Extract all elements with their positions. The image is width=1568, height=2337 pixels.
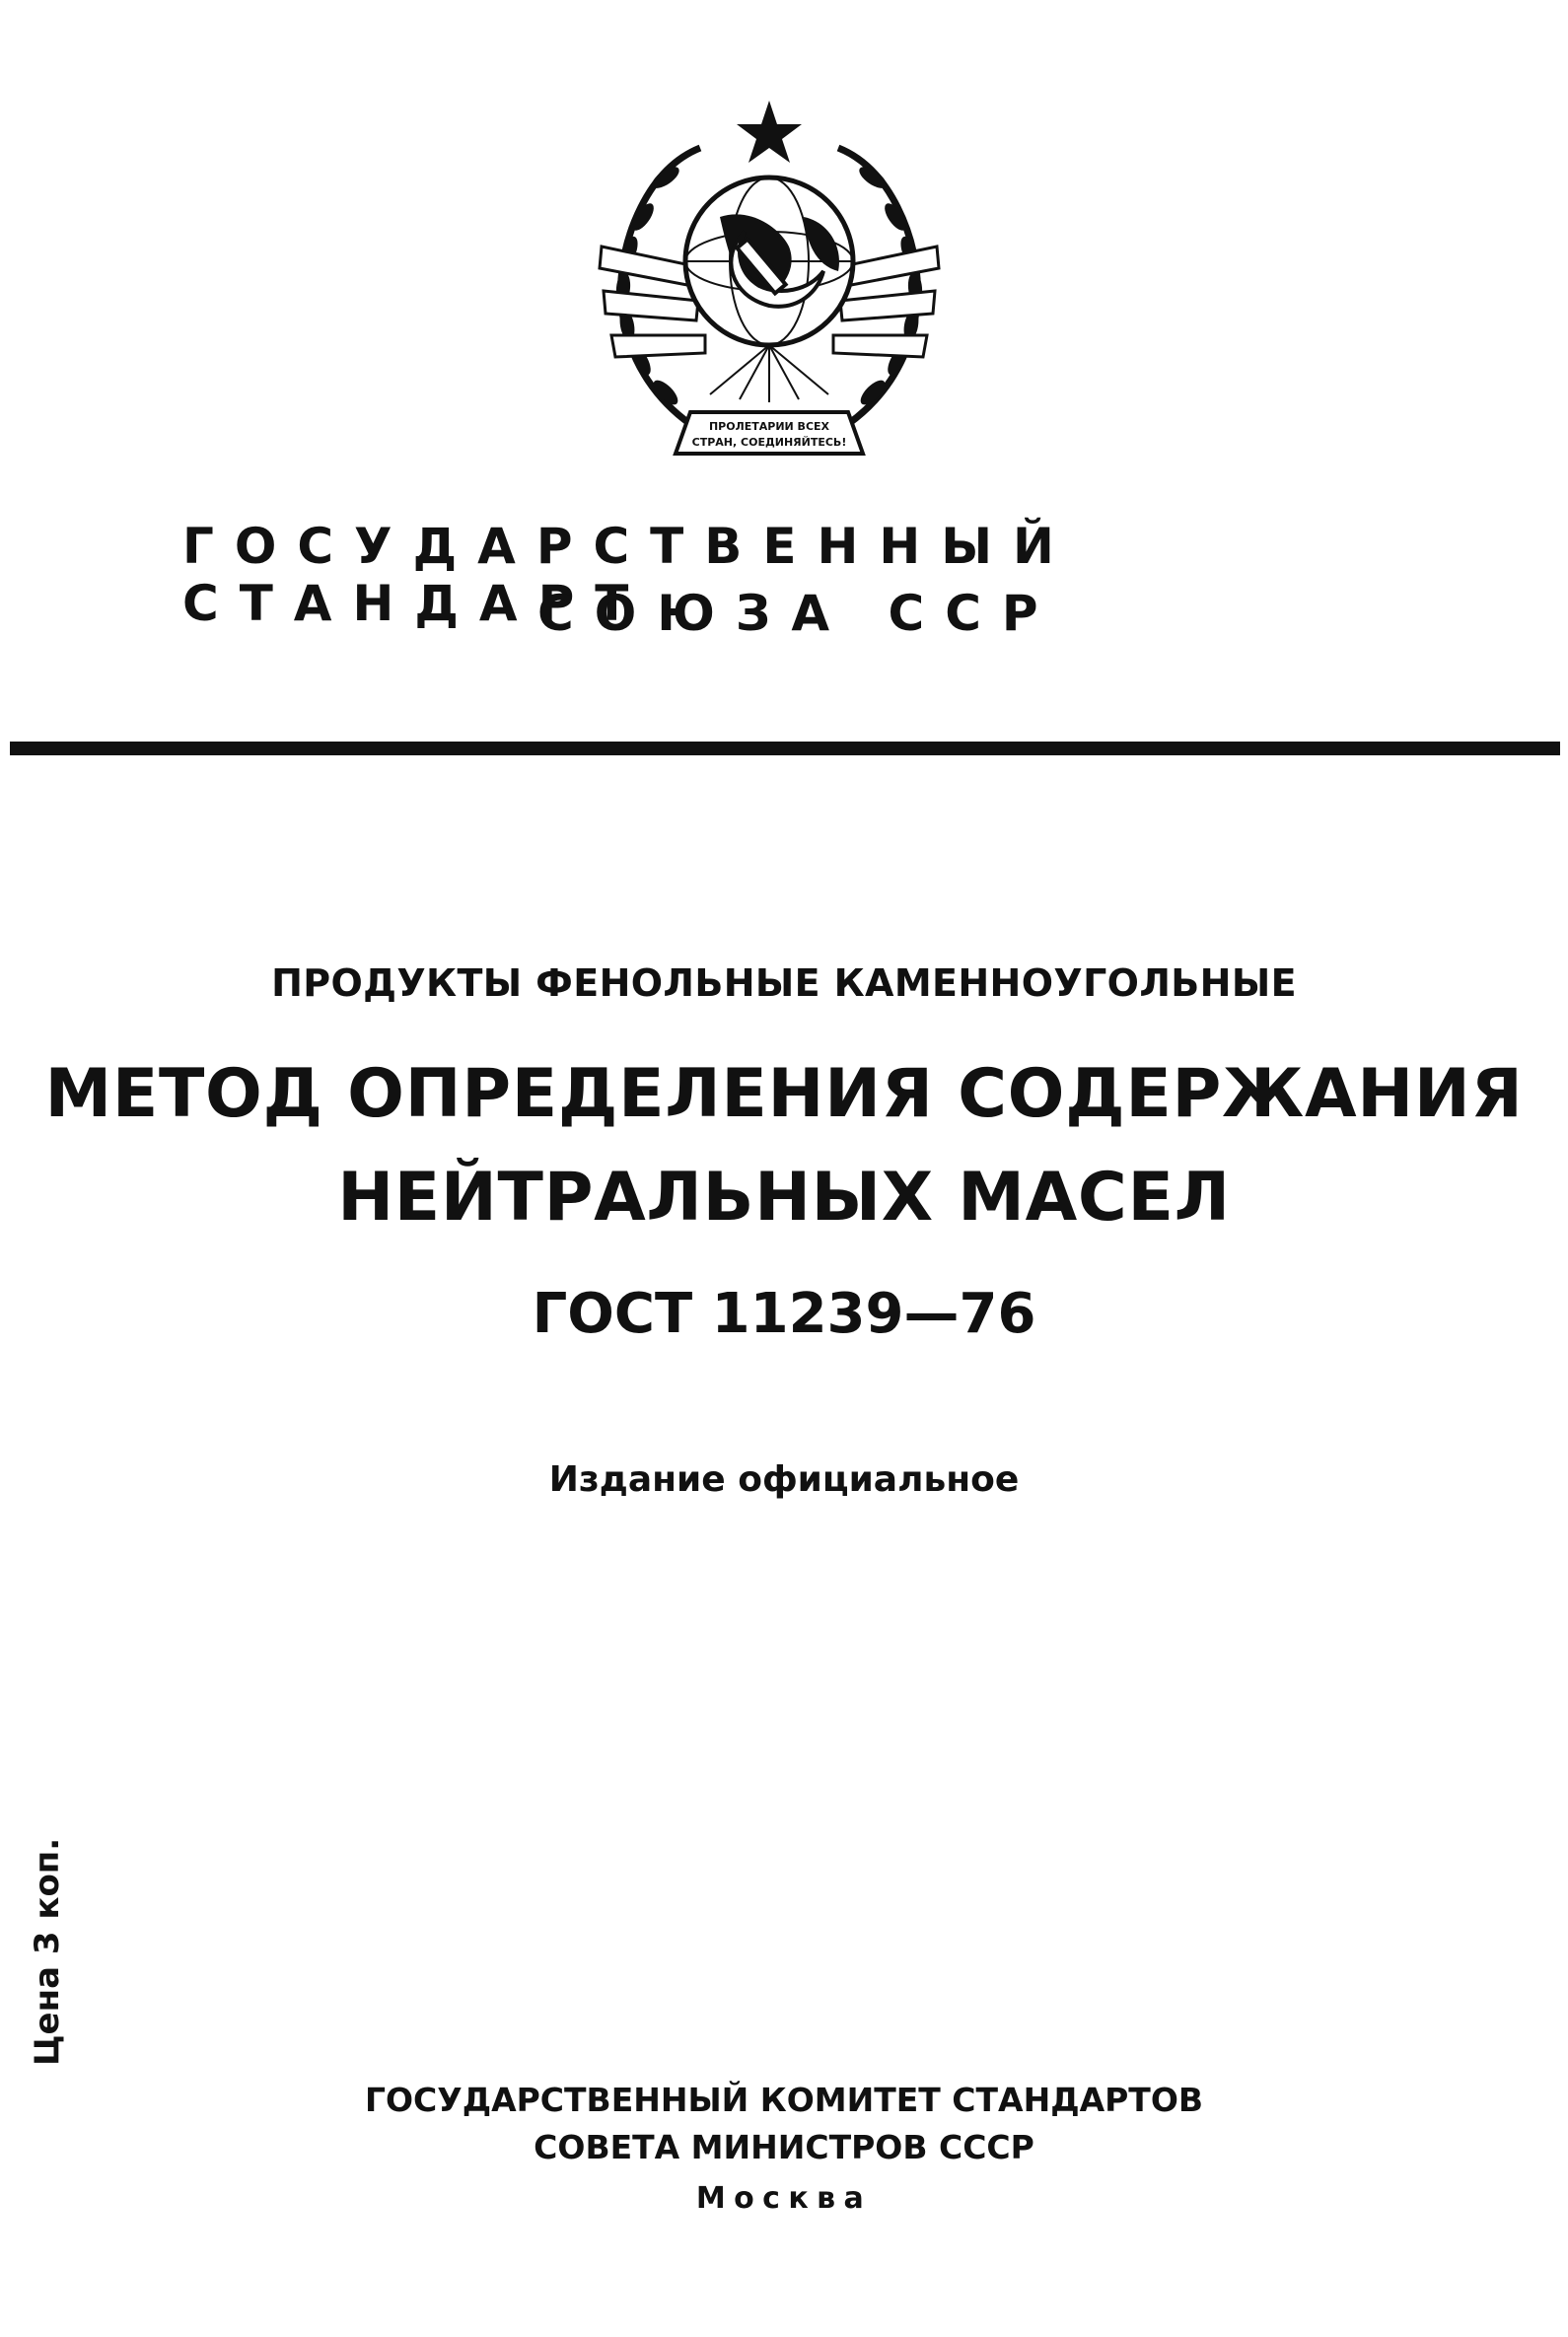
document-title-line1: МЕТОД ОПРЕДЕЛЕНИЯ СОДЕРЖАНИЯ bbox=[44, 1055, 1524, 1133]
publisher-line1: ГОСУДАРСТВЕННЫЙ КОМИТЕТ СТАНДАРТОВ bbox=[364, 2081, 1204, 2119]
price-label: Цена 3 коп. bbox=[28, 1837, 67, 2066]
document-subject: ПРОДУКТЫ ФЕНОЛЬНЫЕ КАМЕННОУГОЛЬНЫЕ bbox=[271, 961, 1297, 1005]
ussr-state-emblem-icon bbox=[582, 99, 957, 473]
horizontal-divider bbox=[10, 742, 1560, 755]
publisher-line2: СОВЕТА МИНИСТРОВ СССР bbox=[534, 2128, 1034, 2166]
publisher-city: Москва bbox=[695, 2181, 873, 2216]
standard-header-line2: СОЮЗА ССР bbox=[537, 585, 1059, 642]
standard-header-line1: ГОСУДАРСТВЕННЫЙ СТАНДАРТ bbox=[182, 518, 1075, 632]
edition-label: Издание официальное bbox=[548, 1459, 1020, 1500]
emblem-ribbon-text-line2: СТРАН, СОЕДИНЯЙТЕСЬ! bbox=[691, 436, 847, 449]
emblem-ribbon-text-line1: ПРОЛЕТАРИИ ВСЕХ bbox=[708, 420, 830, 433]
document-title-line2: НЕЙТРАЛЬНЫХ МАСЕЛ bbox=[337, 1159, 1231, 1237]
gost-number: ГОСТ 11239—76 bbox=[532, 1282, 1036, 1346]
